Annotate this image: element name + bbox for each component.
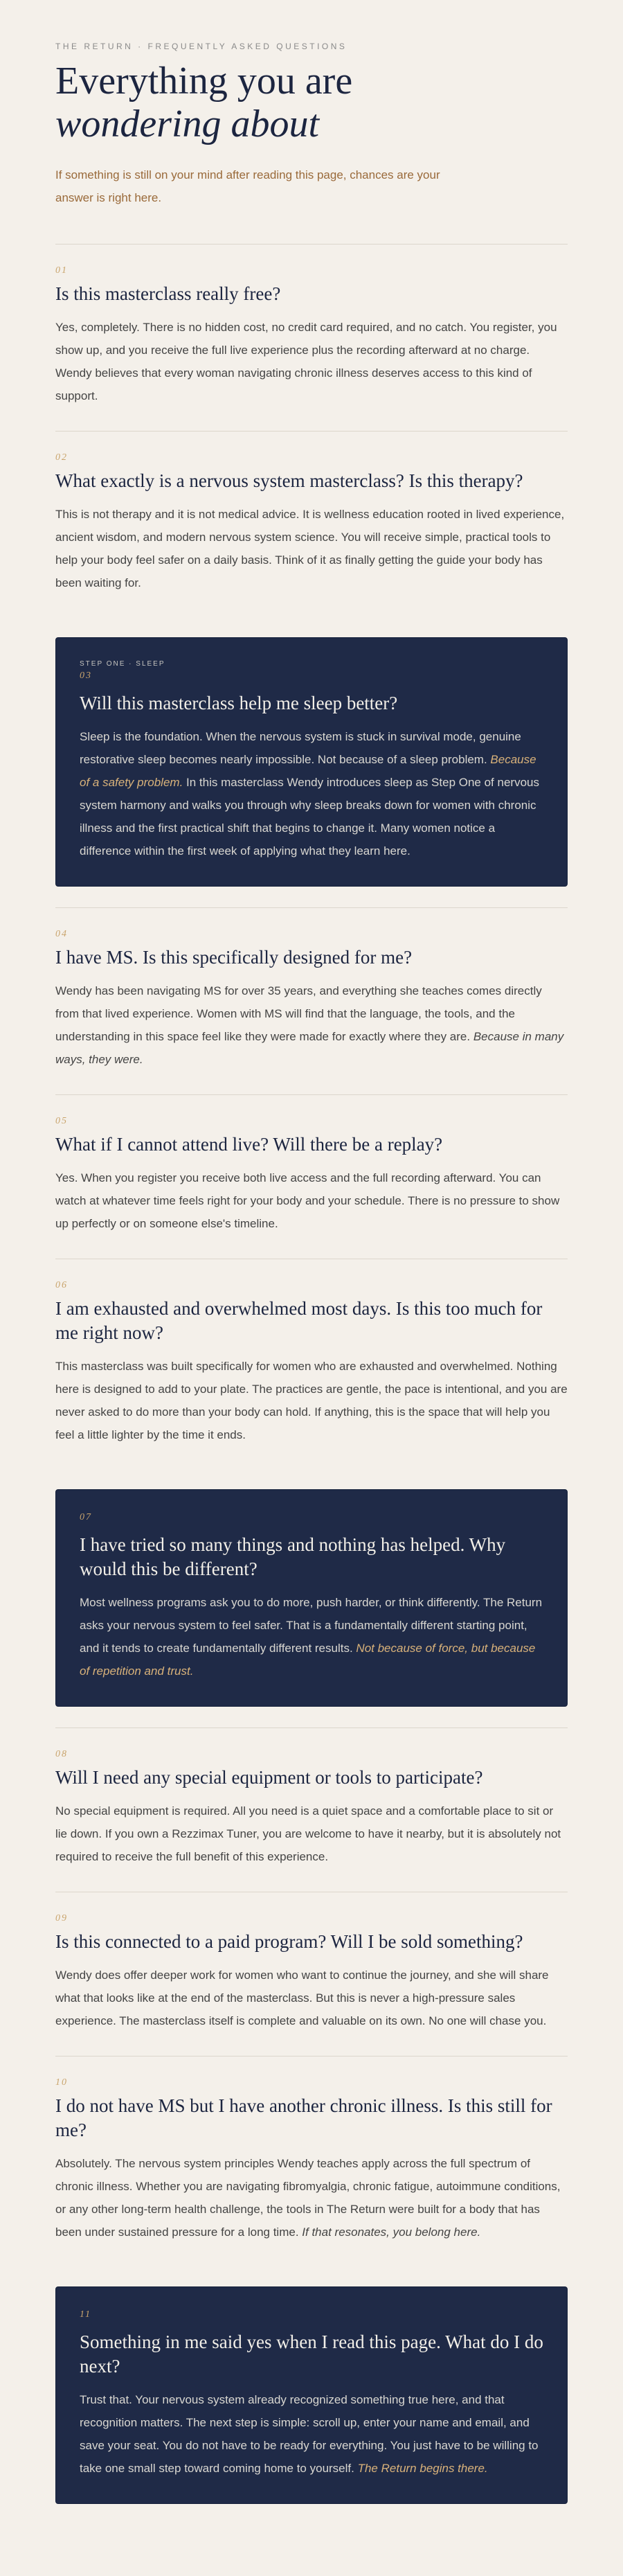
faq-item (55, 907, 568, 1094)
faq-question: I have MS. Is this specifically designed for me? (55, 947, 413, 968)
faq-item (55, 2056, 568, 2267)
faq-answer-emphasis: The Return begins there. (357, 2462, 488, 2475)
faq-answer: No special equipment is required. All you need is a quiet space and a comfortable place to sit or lie down. If you own a Rezzimax Tuner, you are welcome to have it nearby, but it is absolutely not required to receive the full benefit of this experience. (55, 1804, 561, 1863)
faq-answer-emphasis: Not because of force, but because of repetition and trust. (80, 1642, 536, 1678)
faq-answer-text: In this masterclass Wendy introduces sleep as Step One of nervous system harmony and walks you through why sleep breaks down for women with chronic illness and the first practical shift that begins to change it. Many women notice a difference within the first week of applying what they learn here. (80, 776, 539, 858)
faq-item (55, 431, 568, 618)
faq-question: Is this masterclass really free? (55, 283, 281, 304)
faq-number: 10 (55, 2077, 68, 2088)
faq-item (55, 244, 568, 431)
faq-question: Something in me said yes when I read this page. What do I do next? (80, 2331, 543, 2377)
faq-answer-text: Sleep is the foundation. When the nervous system is stuck in survival mode, genuine restorative sleep becomes nearly impossible. Not because of a sleep problem. (80, 730, 521, 766)
faq-number: 07 (80, 1512, 92, 1522)
faq-answer (80, 1591, 543, 1682)
faq-item-featured (55, 2286, 568, 2504)
faq-item (55, 1094, 568, 1259)
faq-question: What exactly is a nervous system masterclass? Is this therapy? (55, 470, 523, 491)
faq-answer-emphasis: Because of a safety problem. (80, 753, 536, 789)
faq-answer-text: Most wellness programs ask you to do more, push harder, or think differently. The Return asks your nervous system to feel safer. That is a fundamentally different starting point, and it tends to create fundamentally different results. (80, 1596, 543, 1655)
faq-answer (55, 979, 568, 1071)
faq-question: Will this masterclass help me sleep better? (80, 693, 398, 713)
faq-question: I do not have MS but I have another chronic illness. Is this still for me? (55, 2095, 552, 2140)
faq-number: 01 (55, 265, 68, 276)
faq-answer: Yes, completely. There is no hidden cost, no credit card required, and no catch. You register, you show up, and you receive the full live experience plus the recording afterward at no charge. Wendy believes that every woman navigating chronic illness deserves access to this kind of support. (55, 321, 557, 402)
faq-question: Is this connected to a paid program? Will I be sold something? (55, 1931, 523, 1952)
faq-item-featured (55, 1489, 568, 1707)
faq-item-featured (55, 637, 568, 887)
faq-answer (80, 2388, 543, 2480)
faq-number: 02 (55, 452, 68, 463)
faq-page (55, 0, 568, 2566)
faq-answer: This masterclass was built specifically for women who are exhausted and overwhelmed. Nothing here is designed to add to your plate. The practices are gentle, the pace is intentional, and you are never asked to do more than your body can hold. If anything, this is the space that will help you feel a little lighter by the time it ends. (55, 1360, 568, 1441)
page-eyebrow: THE RETURN · FREQUENTLY ASKED QUESTIONS (55, 42, 347, 51)
faq-answer-text: Absolutely. The nervous system principles Wendy teaches apply across the full spectrum of chronic illness. Whether you are navigating fibromyalgia, chronic fatigue, autoimmune conditions, or any other long-term health challenge, the tools in The Return were built for a body that has been under sustained pressure for a long time. (55, 2157, 561, 2239)
faq-answer-text: Trust that. Your nervous system already recognized something true here, and that recognition matters. The next step is simple: scroll up, enter your name and email, and save your seat. You do not have to be ready for everything. You just have to be willing to take one small step toward coming home to yourself. (80, 2393, 539, 2475)
faq-answer-text: Wendy has been navigating MS for over 35 years, and everything she teaches comes directly from that lived experience. Women with MS will find that the language, the tools, and the understanding in this space feel like they were made for exactly where they are. (55, 984, 542, 1043)
faq-answer: Wendy does offer deeper work for women who want to continue the journey, and she will share what that looks like at the end of the masterclass. But this is never a high-pressure sales experience. The masterclass itself is complete and valuable on its own. No one will chase you. (55, 1969, 549, 2027)
faq-question: Will I need any special equipment or tools to participate? (55, 1767, 483, 1788)
faq-answer (55, 2152, 568, 2244)
faq-item (55, 1259, 568, 1470)
faq-number: 09 (55, 1913, 68, 1924)
faq-item (55, 1727, 568, 1892)
faq-number: 04 (55, 929, 68, 939)
faq-question: I have tried so many things and nothing has helped. Why would this be different? (80, 1534, 506, 1579)
faq-answer-emphasis: If that resonates, you belong here. (302, 2226, 481, 2239)
page-title-line2: wondering about (55, 103, 320, 145)
faq-answer (80, 725, 543, 862)
faq-number: 11 (80, 2309, 91, 2320)
faq-tag: STEP ONE · SLEEP (80, 660, 165, 668)
faq-answer: This is not therapy and it is not medical advice. It is wellness education rooted in lived experience, ancient wisdom, and modern nervous system science. You will receive simple, practical tools to help your body feel safer on a daily basis. Think of it as finally getting the guide your body has been waiting for. (55, 508, 565, 589)
page-title-line1: Everything you are (55, 60, 353, 103)
faq-question: I am exhausted and overwhelmed most days. Is this too much for me right now? (55, 1298, 543, 1343)
faq-question: What if I cannot attend live? Will there be a replay? (55, 1134, 443, 1155)
faq-number: 06 (55, 1280, 68, 1290)
faq-number: 03 (80, 670, 92, 681)
faq-number: 05 (55, 1116, 68, 1126)
faq-number: 08 (55, 1749, 68, 1759)
faq-answer: Yes. When you register you receive both live access and the full recording afterward. You can watch at whatever time feels right for your body and your schedule. There is no pressure to show up perfectly or on someone else's timeline. (55, 1171, 560, 1230)
faq-item (55, 1892, 568, 2056)
faq-answer-emphasis: Because in many ways, they were. (55, 1030, 564, 1066)
page-subtitle: If something is still on your mind after reading this page, chances are your answer is right here. (55, 168, 440, 204)
page-title (55, 60, 568, 145)
